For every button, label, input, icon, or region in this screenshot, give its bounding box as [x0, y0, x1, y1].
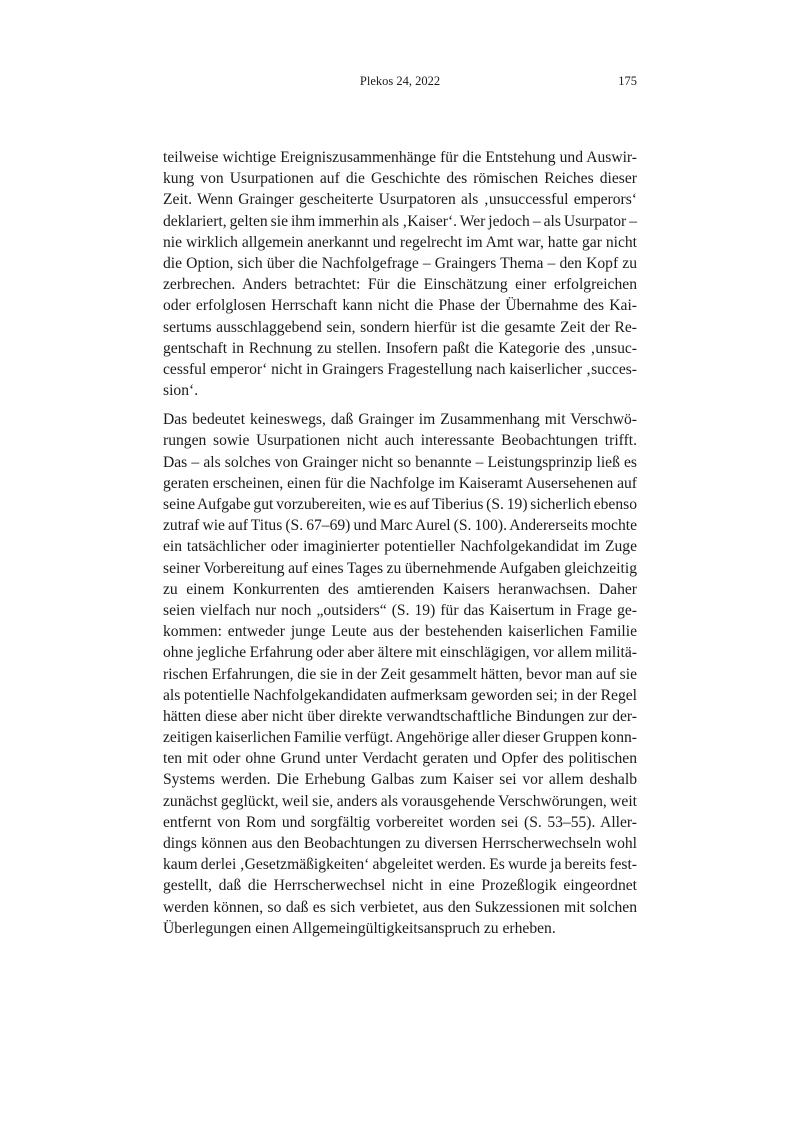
text-line: zu einem Konkurrenten des amtierenden Kaisers heranwachsen. Daher	[163, 580, 637, 598]
text-line: kaum derlei ‚Gesetzmäßigkeiten‘ abgeleitet werden. Es wurde ja bereits fest-	[163, 856, 637, 874]
text-line: zunächst geglückt, weil sie, anders als vorausgehende Verschwörungen, weit	[163, 792, 637, 810]
text-line: deklariert, gelten sie ihm immerhin als ‚Kaiser‘. Wer jedoch – als Usurpator –	[163, 212, 637, 230]
paragraph-1	[163, 147, 637, 401]
text-line: gestellt, daß die Herrscherwechsel nicht in eine Prozeßlogik eingeordnet	[163, 877, 637, 895]
running-title: Plekos 24, 2022	[359, 74, 441, 88]
text-line: hätten diese aber nicht über direkte verwandtschaftliche Bindungen zur der-	[163, 707, 637, 725]
text-line: die Option, sich über die Nachfolgefrage – Graingers Thema – den Kopf zu	[163, 254, 637, 272]
text-line: seiner Vorbereitung auf eines Tages zu übernehmende Aufgaben gleichzeitig	[163, 559, 637, 577]
text-line: sertums ausschlaggebend sein, sondern hierfür ist die gesamte Zeit der Re-	[163, 318, 637, 336]
page-number: 175	[618, 74, 637, 88]
text-line: kung von Usurpationen auf die Geschichte des römischen Reiches dieser	[163, 170, 637, 188]
text-line: teilweise wichtige Ereigniszusammenhänge für die Entstehung und Auswir-	[163, 149, 637, 166]
text-line: geraten erscheinen, einen für die Nachfolge im Kaiseramt Ausersehenen auf	[163, 474, 637, 492]
text-line: Zeit. Wenn Grainger gescheiterte Usurpatoren als ‚unsuccessful emperors‘	[163, 191, 637, 209]
text-line: cessful emperor‘ nicht in Graingers Fragestellung nach kaiserlicher ‚succes-	[163, 360, 637, 378]
paragraph-2	[163, 409, 637, 939]
text-line: Das – als solches von Grainger nicht so benannte – Leistungsprinzip ließ es	[163, 453, 637, 471]
text-line: entfernt von Rom und sorgfältig vorbereitet worden sei (S. 53–55). Aller-	[163, 813, 637, 831]
text-line: ten mit oder ohne Grund unter Verdacht geraten und Opfer des politischen	[163, 750, 637, 768]
text-line: oder erfolglosen Herrschaft kann nicht die Phase der Übernahme des Kai-	[163, 297, 637, 315]
text-line: Systems werden. Die Erhebung Galbas zum Kaiser sei vor allem deshalb	[163, 771, 637, 789]
text-line: ein tatsächlicher oder imaginierter potentieller Nachfolgekandidat im Zuge	[163, 538, 637, 556]
text-line: kommen: entweder junge Leute aus der bestehenden kaiserlichen Familie	[163, 623, 637, 641]
text-line: zutraf wie auf Titus (S. 67–69) und Marc Aurel (S. 100). Andererseits mochte	[163, 517, 637, 535]
text-line: Das bedeutet keineswegs, daß Grainger im Zusammenhang mit Verschwö-	[163, 411, 637, 429]
text-line: zerbrechen. Anders betrachtet: Für die Einschätzung einer erfolgreichen	[163, 276, 637, 294]
text-line: als potentielle Nachfolgekandidaten aufmerksam geworden sei; in der Regel	[163, 686, 637, 704]
text-line: Überlegungen einen Allgemeingültigkeitsanspruch zu erheben.	[163, 919, 556, 937]
text-line: seine Aufgabe gut vorzubereiten, wie es auf Tiberius (S. 19) sicherlich ebenso	[163, 496, 637, 513]
body-text	[163, 147, 637, 939]
text-line: rungen sowie Usurpationen nicht auch interessante Beobachtungen trifft.	[163, 432, 637, 450]
text-line: sion‘.	[163, 382, 199, 400]
running-header	[163, 74, 637, 94]
text-line: werden können, so daß es sich verbietet, aus den Sukzessionen mit solchen	[163, 898, 637, 916]
text-line: zeitigen kaiserlichen Familie verfügt. Angehörige aller dieser Gruppen konn-	[163, 729, 637, 747]
text-line: gentschaft in Rechnung zu stellen. Insofern paßt die Kategorie des ‚unsuc-	[163, 339, 637, 357]
text-line: dings können aus den Beobachtungen zu diversen Herrscherwechseln wohl	[163, 835, 637, 852]
text-line: nie wirklich allgemein anerkannt und regelrecht im Amt war, hatte gar nicht	[163, 233, 637, 251]
text-line: ohne jegliche Erfahrung oder aber ältere mit einschlägigen, vor allem militä-	[163, 644, 637, 662]
text-line: rischen Erfahrungen, die sie in der Zeit gesammelt hätten, bevor man auf sie	[163, 665, 637, 683]
text-line: seien vielfach nur noch „outsiders“ (S. 19) für das Kaisertum in Frage ge-	[163, 601, 637, 619]
